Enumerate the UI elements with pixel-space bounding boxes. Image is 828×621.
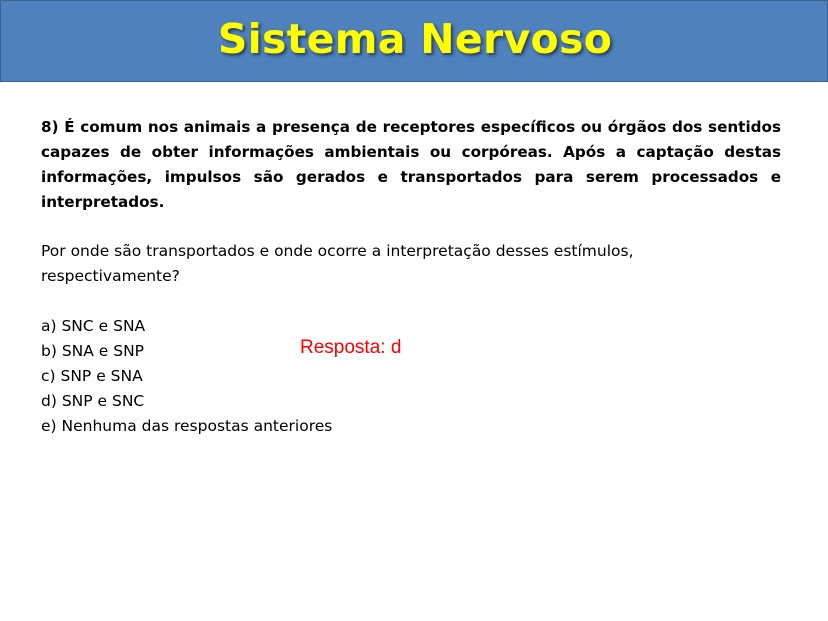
option-d: d) SNP e SNC — [41, 392, 145, 410]
option-c: c) SNP e SNA — [41, 367, 143, 385]
question-prompt — [41, 239, 781, 289]
answer-text: Resposta: d — [300, 337, 402, 358]
slide-title: Sistema Nervoso — [217, 15, 613, 63]
prompt-line-1: Por onde são transportados e onde ocorre a interpretação desses estímulos, — [41, 242, 634, 260]
option-b: b) SNA e SNP — [41, 342, 145, 360]
answer-options — [41, 314, 441, 439]
prompt-line-2: respectivamente? — [41, 267, 180, 285]
title-bar — [0, 0, 828, 82]
option-e: e) Nenhuma das respostas anteriores — [41, 417, 333, 435]
question-text: 8) É comum nos animais a presença de receptores específicos ou órgãos dos sentidos capazes de obter informações ambientais ou corpóreas. Após a captação destas informações, impulsos são gerados e transportados para serem processados e interpretados. — [41, 118, 781, 211]
option-a: a) SNC e SNA — [41, 317, 146, 335]
